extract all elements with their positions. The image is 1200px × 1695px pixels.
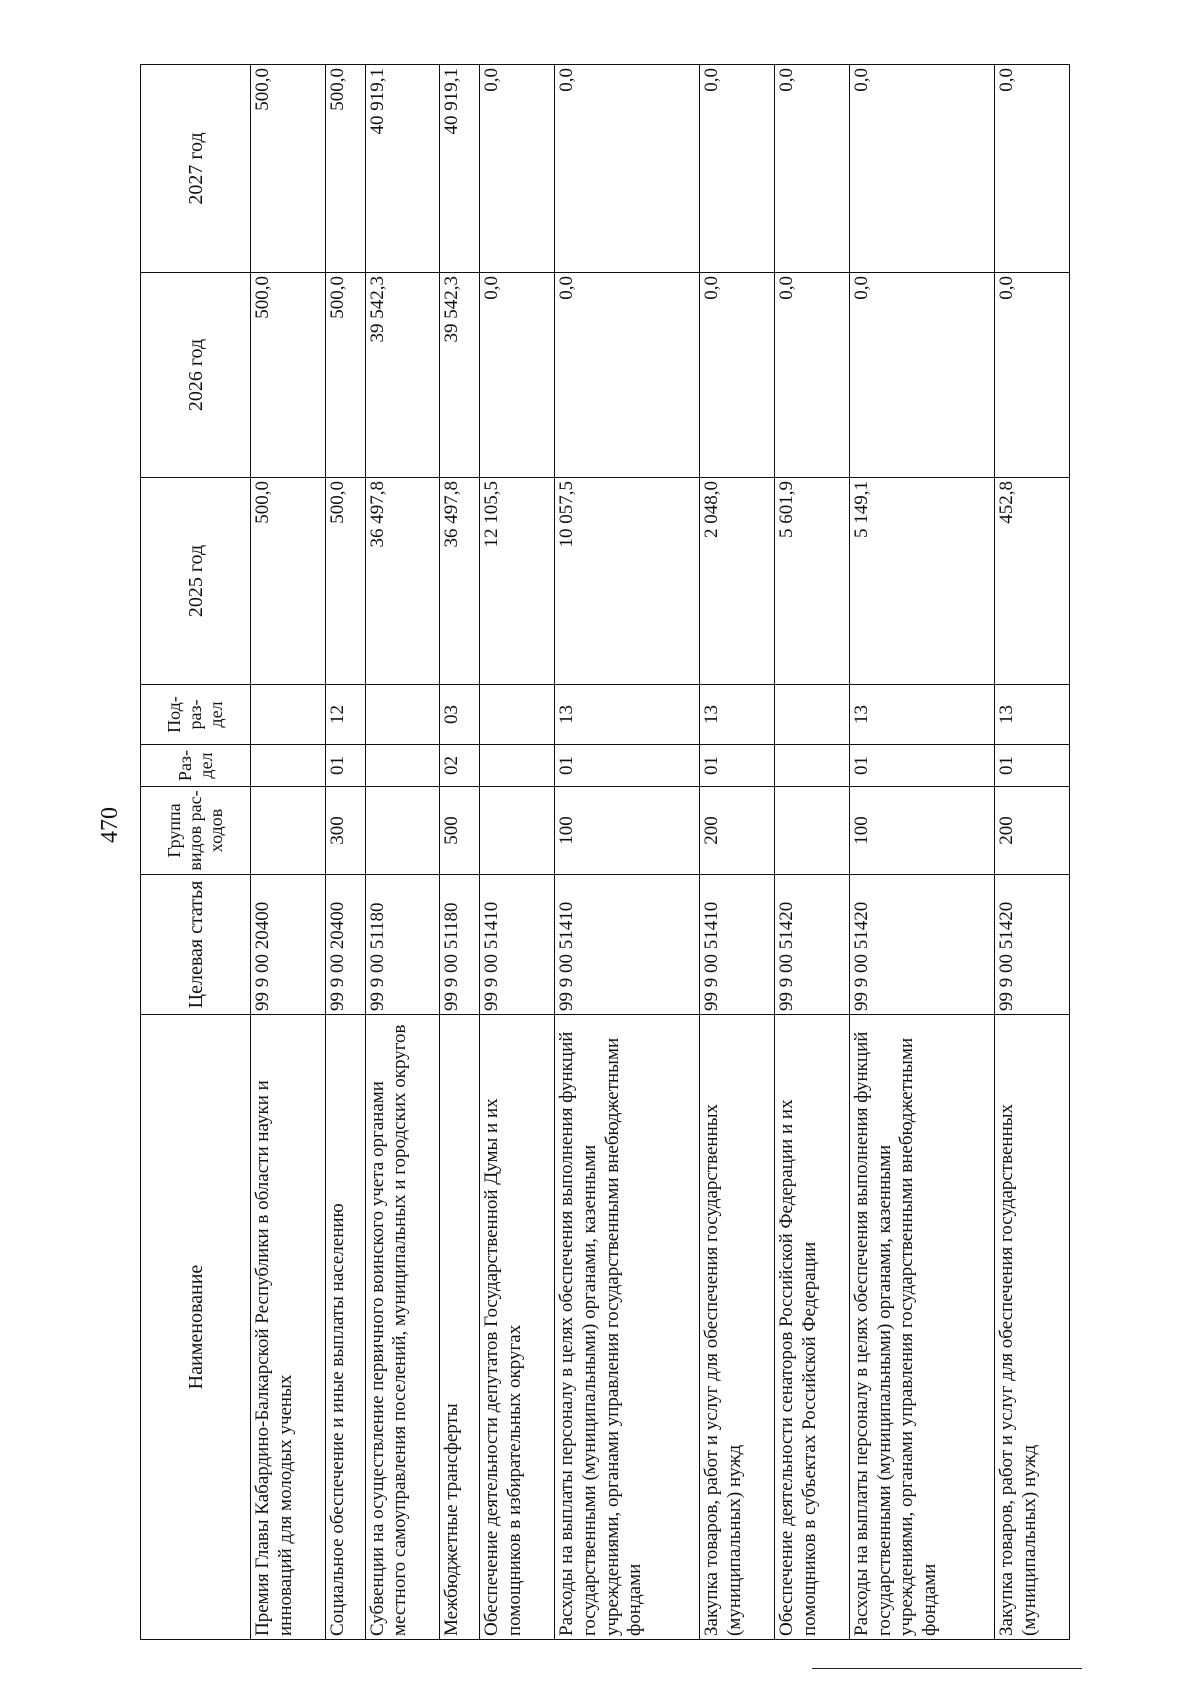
budget-table — [140, 64, 1070, 1640]
cell-2025: 5 601,9 — [775, 478, 850, 685]
cell-section: 01 — [700, 745, 775, 787]
cell-group: 100 — [555, 787, 700, 875]
cell-section: 01 — [325, 745, 365, 787]
header-group: Группа видов рас-ходов — [141, 787, 251, 875]
cell-name: Субвенции на осуществление первичного воинского учета органами местного самоуправления поселений, муниципальных и городских округов — [365, 1015, 440, 1640]
cell-2027: 0,0 — [849, 65, 994, 273]
cell-2025: 36 497,8 — [440, 478, 480, 685]
cell-group: 500 — [440, 787, 480, 875]
cell-group — [775, 787, 850, 875]
table-row — [325, 65, 365, 1640]
cell-2025: 500,0 — [325, 478, 365, 685]
cell-target: 99 9 00 20400 — [325, 875, 365, 1015]
rotated-table-wrapper — [140, 65, 1070, 1640]
cell-2026: 39 542,3 — [440, 273, 480, 478]
cell-section — [251, 745, 326, 787]
cell-2026: 39 542,3 — [365, 273, 440, 478]
cell-subsection: 13 — [700, 685, 775, 745]
header-row — [141, 65, 251, 1640]
cell-target: 99 9 00 20400 — [251, 875, 326, 1015]
cell-name: Закупка товаров, работ и услуг для обеспечения государственных (муниципальных) нужд — [995, 1015, 1070, 1640]
cell-group — [365, 787, 440, 875]
cell-2027: 0,0 — [480, 65, 555, 273]
cell-subsection — [251, 685, 326, 745]
cell-name: Социальное обеспечение и иные выплаты населению — [325, 1015, 365, 1640]
cell-section: 01 — [555, 745, 700, 787]
cell-2025: 12 105,5 — [480, 478, 555, 685]
cell-2026: 500,0 — [325, 273, 365, 478]
cell-section: 01 — [849, 745, 994, 787]
cell-section — [775, 745, 850, 787]
cell-2027: 0,0 — [995, 65, 1070, 273]
cell-target: 99 9 00 51180 — [365, 875, 440, 1015]
cell-name: Расходы на выплаты персоналу в целях обеспечения выполнения функций государственными (муниципальными) органами, казенными учреждениями, органами управления государственными внебюджетными фондами — [555, 1015, 700, 1640]
cell-target: 99 9 00 51180 — [440, 875, 480, 1015]
header-2025: 2025 год — [141, 478, 251, 685]
cell-group — [251, 787, 326, 875]
table-row — [365, 65, 440, 1640]
cell-2027: 0,0 — [700, 65, 775, 273]
cell-subsection — [365, 685, 440, 745]
cell-name: Премия Главы Кабардино-Балкарской Республики в области науки и инноваций для молодых ученых — [251, 1015, 326, 1640]
cell-group: 200 — [700, 787, 775, 875]
cell-2025: 2 048,0 — [700, 478, 775, 685]
cell-2026: 0,0 — [995, 273, 1070, 478]
cell-subsection — [775, 685, 850, 745]
page-number: 470 — [97, 807, 123, 843]
cell-2027: 0,0 — [555, 65, 700, 273]
table-row — [700, 65, 775, 1640]
cell-2026: 0,0 — [849, 273, 994, 478]
header-2026: 2026 год — [141, 273, 251, 478]
cell-2025: 452,8 — [995, 478, 1070, 685]
table-row — [849, 65, 994, 1640]
cell-2025: 10 057,5 — [555, 478, 700, 685]
cell-2027: 500,0 — [251, 65, 326, 273]
table-row — [555, 65, 700, 1640]
table-row — [440, 65, 480, 1640]
cell-2027: 40 919,1 — [440, 65, 480, 273]
cell-name: Закупка товаров, работ и услуг для обеспечения государственных (муниципальных) нужд — [700, 1015, 775, 1640]
cell-name: Обеспечение деятельности сенаторов Российской Федерации и их помощников в субъектах Российской Федерации — [775, 1015, 850, 1640]
footer-rule — [812, 1668, 1082, 1669]
cell-name: Обеспечение деятельности депутатов Государственной Думы и их помощников в избирательных округах — [480, 1015, 555, 1640]
table-row — [251, 65, 326, 1640]
cell-section — [365, 745, 440, 787]
cell-target: 99 9 00 51410 — [480, 875, 555, 1015]
header-target: Целевая статья — [141, 875, 251, 1015]
cell-target: 99 9 00 51420 — [775, 875, 850, 1015]
cell-subsection — [480, 685, 555, 745]
cell-group: 300 — [325, 787, 365, 875]
cell-subsection: 12 — [325, 685, 365, 745]
table-body — [251, 65, 1070, 1640]
cell-group — [480, 787, 555, 875]
header-2027: 2027 год — [141, 65, 251, 273]
cell-target: 99 9 00 51420 — [849, 875, 994, 1015]
cell-2026: 500,0 — [251, 273, 326, 478]
cell-subsection: 03 — [440, 685, 480, 745]
cell-target: 99 9 00 51420 — [995, 875, 1070, 1015]
cell-group: 100 — [849, 787, 994, 875]
cell-2026: 0,0 — [775, 273, 850, 478]
cell-name: Межбюджетные трансферты — [440, 1015, 480, 1640]
cell-subsection: 13 — [849, 685, 994, 745]
cell-2026: 0,0 — [700, 273, 775, 478]
header-subsection: Под-раз-дел — [141, 685, 251, 745]
cell-2027: 40 919,1 — [365, 65, 440, 273]
cell-2027: 0,0 — [775, 65, 850, 273]
cell-2026: 0,0 — [555, 273, 700, 478]
table-row — [480, 65, 555, 1640]
cell-2025: 5 149,1 — [849, 478, 994, 685]
header-name: Наименование — [141, 1015, 251, 1640]
cell-name: Расходы на выплаты персоналу в целях обеспечения выполнения функций государственными (муниципальными) органами, казенными учреждениями, органами управления государственными внебюджетными фондами — [849, 1015, 994, 1640]
cell-2025: 36 497,8 — [365, 478, 440, 685]
cell-2025: 500,0 — [251, 478, 326, 685]
table-row — [775, 65, 850, 1640]
cell-target: 99 9 00 51410 — [555, 875, 700, 1015]
cell-2027: 500,0 — [325, 65, 365, 273]
cell-target: 99 9 00 51410 — [700, 875, 775, 1015]
table-row — [995, 65, 1070, 1640]
cell-2026: 0,0 — [480, 273, 555, 478]
cell-subsection: 13 — [555, 685, 700, 745]
document-page — [140, 65, 1070, 1640]
cell-section: 02 — [440, 745, 480, 787]
cell-subsection: 13 — [995, 685, 1070, 745]
cell-group: 200 — [995, 787, 1070, 875]
cell-section — [480, 745, 555, 787]
cell-section: 01 — [995, 745, 1070, 787]
header-section: Раз-дел — [141, 745, 251, 787]
